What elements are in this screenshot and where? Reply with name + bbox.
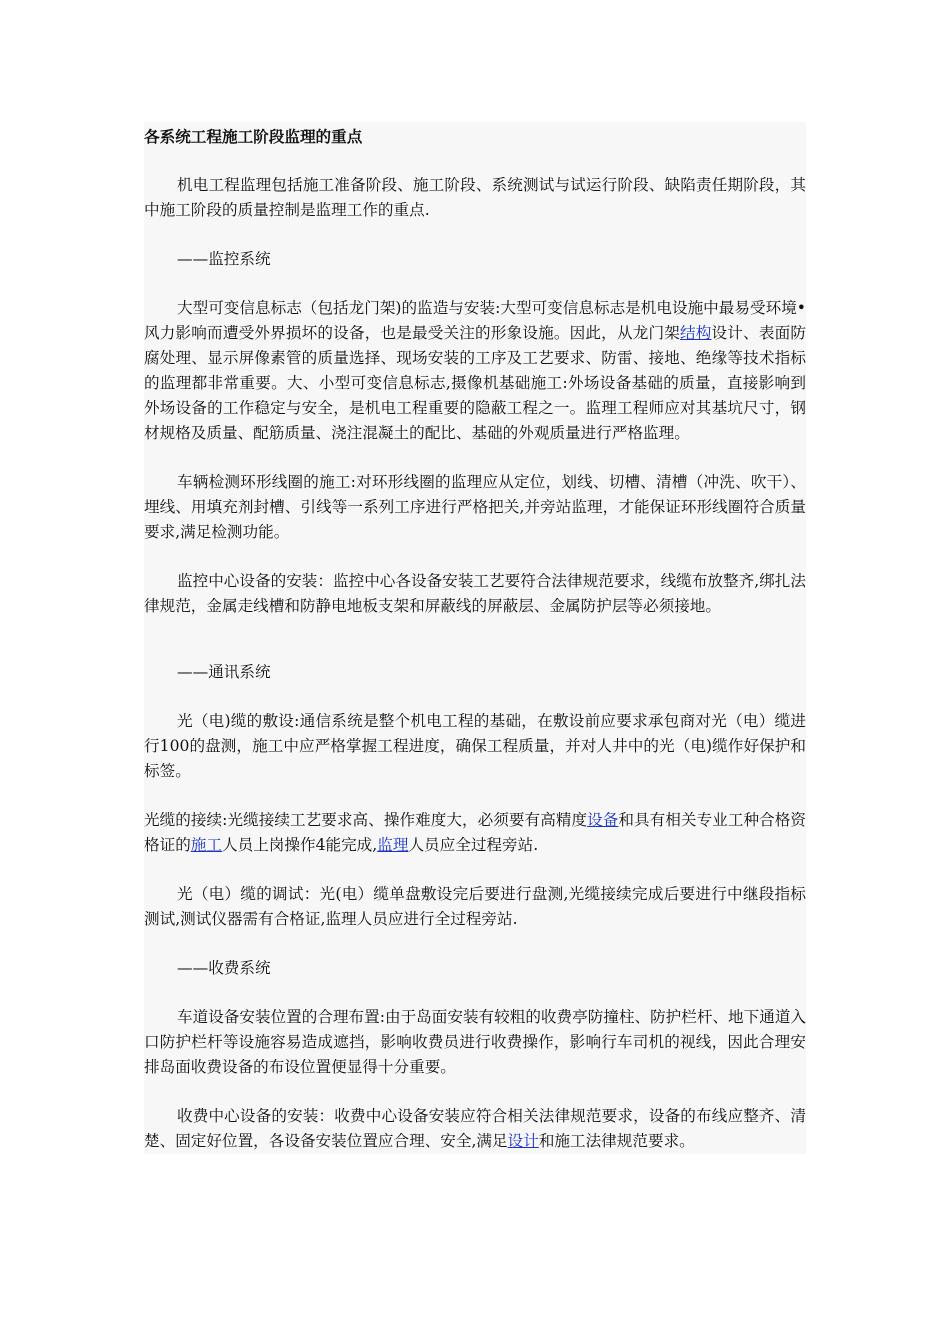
spacer [144, 272, 806, 296]
section-heading-monitor: ——监控系统 [177, 250, 271, 268]
text-span: 人员上岗操作4能完成, [222, 836, 378, 854]
link-construction[interactable]: 施工 [190, 836, 222, 854]
spacer [144, 784, 806, 808]
section-heading-comm: ——通讯系统 [177, 663, 271, 681]
text-span: 收费中心设备的安装：收费中心设备安装应符合相关法律规范要求，设备的布线应整齐、清楚、固定好位置，各设备安装位置应合理、安全,满足 [144, 1107, 806, 1150]
link-structure[interactable]: 结构 [680, 324, 712, 342]
intro-paragraph: 机电工程监理包括施工准备阶段、施工阶段、系统测试与试运行阶段、缺陷责任期阶段，其中施工阶段的质量控制是监理工作的重点. [144, 176, 806, 219]
spacer [144, 619, 806, 660]
document-title: 各系统工程施工阶段监理的重点 [144, 127, 363, 146]
paragraph-lane-equipment: 车道设备安装位置的合理布置:由于岛面安装有较粗的收费亭防撞柱、防护栏杆、地下通道入口防护栏杆等设施容易造成遮挡，影响收费员进行收费操作，影响行车司机的视线，因此合理安排岛面收费设备的布设位置便显得十分重要。 [144, 1008, 807, 1076]
text-span: 光缆的接续:光缆接续工艺要求高、操作难度大，必须要有高精度 [144, 811, 588, 829]
spacer [144, 446, 806, 470]
paragraph-monitor-center: 监控中心设备的安装：监控中心各设备安装工艺要符合法律规范要求，线缆布放整齐,绑扎法律规范，金属走线槽和防静电地板支架和屏蔽线的屏蔽层、金属防护层等必须接地。 [144, 572, 806, 615]
spacer [144, 981, 806, 1005]
link-equipment[interactable]: 设备 [587, 811, 619, 829]
paragraph-toll-center [144, 1104, 806, 1154]
text-span: 和具有相关专业工种合格资格证的 [144, 811, 806, 854]
link-supervision[interactable]: 监理 [377, 836, 409, 854]
spacer [144, 149, 806, 173]
text-span: 设计、表面防腐处理、显示屏像素管的质量选择、现场安装的工序及工艺要求、防雷、接地、绝缘等技术指标的监理都非常重要。大、小型可变信息标志,摄像机基础施工:外场设备基础的质量，直接影响到外场设备的工作稳定与安全，是机电工程重要的隐蔽工程之一。监理工程师应对其基坑尺寸，钢材规格及质量、配筋质量、浇注混凝土的配比、基础的外观质量进行严格监理。 [144, 324, 806, 442]
text-span: 和施工法律规范要求。 [538, 1132, 695, 1150]
text-span: 人员应全过程旁站. [408, 836, 539, 854]
paragraph-cable-laying: 光（电)缆的敷设:通信系统是整个机电工程的基础，在敷设前应要求承包商对光（电）缆进行100的盘测，施工中应严格掌握工程进度，确保工程质量，并对人井中的光（电)缆作好保护和标签。 [144, 712, 806, 780]
text-span: 大型可变信息标志（包括龙门架)的监造与安装:大型可变信息标志是机电设施中最易受环境•风力影响而遭受外界损坏的设备，也是最受关注的形象设施。因此，从龙门架 [144, 299, 806, 342]
spacer [144, 1080, 806, 1104]
paragraph-vms [144, 296, 806, 446]
section-heading-toll: ——收费系统 [177, 959, 271, 977]
paragraph-testing: 光（电）缆的调试：光(电）缆单盘敷设完后要进行盘测,光缆接续完成后要进行中继段指标测试,测试仪器需有合格证,监理人员应进行全过程旁站. [144, 885, 806, 928]
spacer [144, 858, 806, 882]
spacer [144, 545, 806, 569]
paragraph-loop: 车辆检测环形线圈的施工:对环形线圈的监理应从定位，划线、切槽、清槽（冲洗、吹干）、埋线、用填充剂封槽、引线等一系列工序进行严格把关,并旁站监理，才能保证环形线圈符合质量要求,满足检测功能。 [144, 473, 806, 541]
spacer [144, 932, 806, 956]
link-design[interactable]: 设计 [507, 1132, 539, 1150]
document-page [144, 122, 806, 1154]
spacer [144, 223, 806, 247]
paragraph-splicing [144, 808, 806, 858]
spacer [144, 685, 806, 709]
